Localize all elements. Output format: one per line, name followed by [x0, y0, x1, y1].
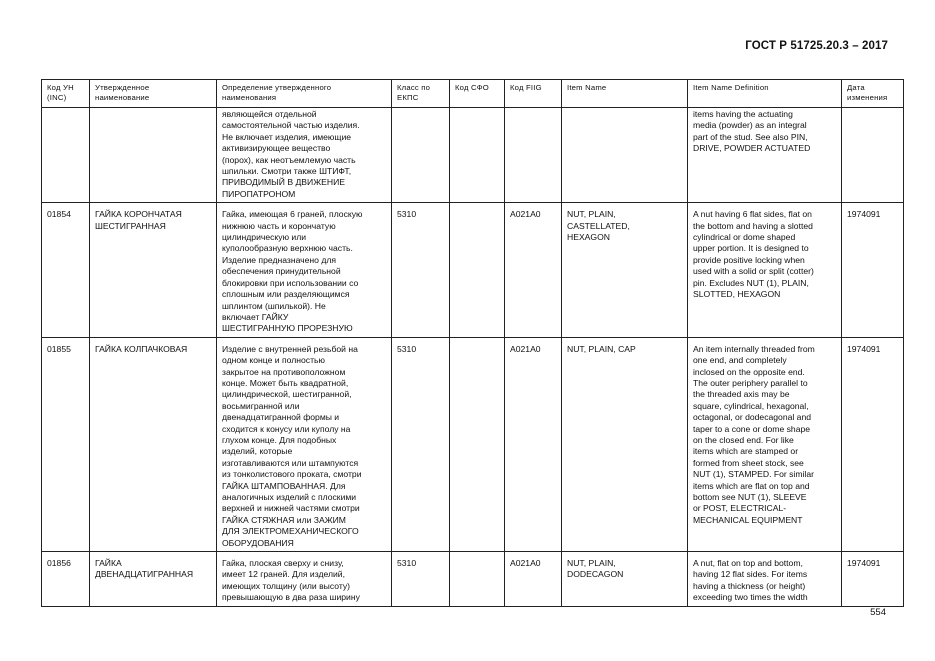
- cell-name-definition: Гайка, плоская сверху и снизу, имеет 12 граней. Для изделий, имеющих толщину (или высоту) превышающую в два раза ширину: [217, 552, 392, 607]
- items-table: [41, 79, 904, 607]
- cell-sfo-code: [450, 108, 505, 203]
- cell-change-date: 1974091: [842, 337, 904, 551]
- cell-item-name-definition: A nut having 6 flat sides, flat on the bottom and having a slotted cylindrical or dome shaped upper portion. It is designed to provide positive locking when used with a solid or split (cotter) pin. Excludes NUT (1), PLAIN, SLOTTED, HEXAGON: [688, 203, 842, 337]
- cell-item-name-definition: A nut, flat on top and bottom, having 12 flat sides. For items having a thickness (or height) exceeding two times the width: [688, 552, 842, 607]
- cell-ekps-class: 5310: [392, 552, 450, 607]
- cell-name-definition: Гайка, имеющая 6 граней, плоскую нижнюю часть и корончатую цилиндрическую или куполообразную верхнюю часть. Изделие предназначено для обеспечения принудительной блокировки при использовании со сплошным или разделяющимся шплинтом (шпилькой). Не включает ГАЙКУ ШЕСТИГРАННУЮ ПРОРЕЗНУЮ: [217, 203, 392, 337]
- cell-sfo-code: [450, 552, 505, 607]
- table-header-row: [42, 80, 904, 108]
- cell-approved-name: [90, 108, 217, 203]
- cell-name-definition: Изделие с внутренней резьбой на одном конце и полностью закрытое на противоположном конце. Может быть квадратной, цилиндрической, шестигранной, восьмигранной или двенадцатигранной формы и сходится к конусу или куполу на глухом конце. Для подобных изделий, которые изготавливаются или штампуются из тонколистового проката, смотри ГАЙКА ШТАМПОВАННАЯ. Для аналогичных изделий с плоскими верхней и нижней частями смотри ГАЙКА СТЯЖНАЯ или ЗАЖИМ ДЛЯ ЭЛЕКТРОМЕХАНИЧЕСКОГО ОБОРУДОВАНИЯ: [217, 337, 392, 551]
- column-header-change-date: Дата изменения: [842, 80, 904, 108]
- table-row: [42, 203, 904, 337]
- column-header-name-definition: Определение утвержденного наименования: [217, 80, 392, 108]
- table-row: [42, 337, 904, 551]
- cell-fiig-code: A021A0: [505, 203, 562, 337]
- table-row: [42, 108, 904, 203]
- cell-item-name: NUT, PLAIN, CAP: [562, 337, 688, 551]
- cell-item-name-definition: items having the actuating media (powder) as an integral part of the stud. See also PIN, DRIVE, POWDER ACTUATED: [688, 108, 842, 203]
- cell-approved-name: ГАЙКА ДВЕНАДЦАТИГРАННАЯ: [90, 552, 217, 607]
- cell-sfo-code: [450, 337, 505, 551]
- cell-item-name: NUT, PLAIN, CASTELLATED, HEXAGON: [562, 203, 688, 337]
- cell-inc: [42, 108, 90, 203]
- column-header-item-name-definition: Item Name Definition: [688, 80, 842, 108]
- cell-ekps-class: 5310: [392, 203, 450, 337]
- cell-approved-name: ГАЙКА КОЛПАЧКОВАЯ: [90, 337, 217, 551]
- cell-inc: 01856: [42, 552, 90, 607]
- cell-inc: 01855: [42, 337, 90, 551]
- column-header-item-name: Item Name: [562, 80, 688, 108]
- cell-item-name: [562, 108, 688, 203]
- document-code: ГОСТ Р 51725.20.3 – 2017: [745, 40, 888, 52]
- cell-ekps-class: 5310: [392, 337, 450, 551]
- page-number: 554: [870, 607, 886, 618]
- cell-fiig-code: [505, 108, 562, 203]
- cell-approved-name: ГАЙКА КОРОНЧАТАЯ ШЕСТИГРАННАЯ: [90, 203, 217, 337]
- cell-sfo-code: [450, 203, 505, 337]
- cell-item-name-definition: An item internally threaded from one end, and completely inclosed on the opposite end. The outer periphery parallel to the threaded axis may be square, cylindrical, hexagonal, octagonal, or dodecagonal and taper to a cone or dome shape on the closed end. For like items which are stamped or formed from sheet stock, see NUT (1), STAMPED. For similar items which are flat on top and bottom see NUT (1), SLEEVE or POST, ELECTRICAL- MECHANICAL EQUIPMENT: [688, 337, 842, 551]
- column-header-approved-name: Утвержденное наименование: [90, 80, 217, 108]
- column-header-sfo-code: Код СФО: [450, 80, 505, 108]
- column-header-inc: Код УН (INC): [42, 80, 90, 108]
- table-row: [42, 552, 904, 607]
- cell-item-name: NUT, PLAIN, DODECAGON: [562, 552, 688, 607]
- cell-ekps-class: [392, 108, 450, 203]
- cell-change-date: 1974091: [842, 552, 904, 607]
- cell-fiig-code: A021A0: [505, 337, 562, 551]
- column-header-ekps-class: Класс по ЕКПС: [392, 80, 450, 108]
- cell-fiig-code: A021A0: [505, 552, 562, 607]
- cell-change-date: [842, 108, 904, 203]
- cell-name-definition: являющейся отдельной самостоятельной частью изделия. Не включает изделия, имеющие активизирующее вещество (порох), как неотъемлемую часть шпильки. Смотри также ШТИФТ, ПРИВОДИМЫЙ В ДВИЖЕНИЕ ПИРОПАТРОНОМ: [217, 108, 392, 203]
- cell-change-date: 1974091: [842, 203, 904, 337]
- cell-inc: 01854: [42, 203, 90, 337]
- column-header-fiig-code: Код FIIG: [505, 80, 562, 108]
